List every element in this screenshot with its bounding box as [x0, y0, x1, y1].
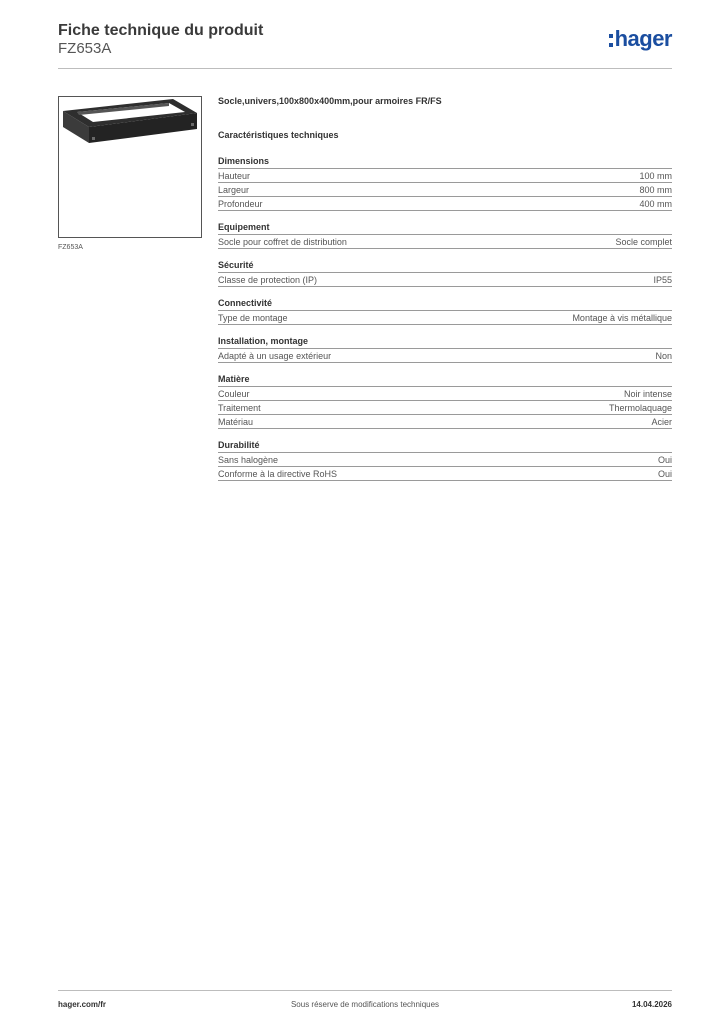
plinth-foot-left: [92, 137, 95, 140]
spec-value: Socle complet: [615, 237, 672, 247]
section-matiere: [218, 373, 672, 429]
spec-row: [218, 349, 672, 363]
section-dimensions: [218, 155, 672, 211]
page-header: [58, 20, 672, 69]
section-title: Connectivité: [218, 297, 672, 311]
product-image: [58, 96, 202, 238]
spec-label: Conforme à la directive RoHS: [218, 469, 338, 479]
spec-label: Classe de protection (IP): [218, 275, 318, 285]
section-title: Matière: [218, 373, 672, 387]
spec-row: [218, 235, 672, 249]
spec-row: [218, 197, 672, 211]
hager-logo: [609, 26, 672, 52]
spec-row: [218, 169, 672, 183]
section-title: Equipement: [218, 221, 672, 235]
page-title: Fiche technique du produit: [58, 22, 264, 39]
spec-value: Montage à vis métallique: [572, 313, 672, 323]
spec-value: Acier: [651, 417, 672, 427]
plinth-foot-right: [191, 123, 194, 126]
section-title: Sécurité: [218, 259, 672, 273]
plinth-illustration: [59, 97, 201, 237]
spec-label: Type de montage: [218, 313, 288, 323]
spec-value: Non: [655, 351, 672, 361]
spec-value: Oui: [657, 455, 672, 465]
spec-row: [218, 467, 672, 481]
section-title: Installation, montage: [218, 335, 672, 349]
spec-row: [218, 453, 672, 467]
spec-label: Traitement: [218, 403, 261, 413]
footer-disclaimer: Sous réserve de modifications techniques: [290, 1000, 440, 1009]
spec-value: 400 mm: [639, 199, 672, 209]
image-caption: FZ653A: [58, 244, 83, 251]
section-connectivite: [218, 297, 672, 325]
spec-label: Adapté à un usage extérieur: [218, 351, 332, 361]
spec-label: Hauteur: [218, 171, 251, 181]
spec-label: Couleur: [218, 389, 250, 399]
spec-value: 100 mm: [639, 171, 672, 181]
spec-row: [218, 183, 672, 197]
spec-row: [218, 401, 672, 415]
footer-date: 14.04.2026: [631, 1000, 672, 1009]
spec-row: [218, 311, 672, 325]
website-link[interactable]: hager.com/fr: [58, 1000, 107, 1009]
spec-label: Sans halogène: [218, 455, 279, 465]
characteristics-title: Caractéristiques techniques: [218, 130, 339, 140]
section-title: Durabilité: [218, 439, 672, 453]
spec-value: 800 mm: [639, 185, 672, 195]
spec-value: IP55: [653, 275, 672, 285]
spec-row: [218, 273, 672, 287]
product-reference: FZ653A: [58, 40, 112, 57]
spec-value: Noir intense: [623, 389, 672, 399]
spec-label: Largeur: [218, 185, 250, 195]
section-securite: [218, 259, 672, 287]
section-durabilite: [218, 439, 672, 481]
logo-dots-icon: [609, 34, 613, 47]
page-footer: [58, 990, 672, 1015]
spec-row: [218, 415, 672, 429]
section-equipement: [218, 221, 672, 249]
logo-text: hager: [614, 26, 672, 51]
spec-value: Thermolaquage: [608, 403, 672, 413]
section-installation: [218, 335, 672, 363]
spec-label: Socle pour coffret de distribution: [218, 237, 347, 247]
spec-label: Profondeur: [218, 199, 263, 209]
section-title: Dimensions: [218, 155, 672, 169]
product-description: Socle,univers,100x800x400mm,pour armoires FR/FS: [218, 96, 442, 106]
spec-label: Matériau: [218, 417, 254, 427]
spec-value: Oui: [657, 469, 672, 479]
technical-content: [218, 96, 672, 491]
spec-row: [218, 387, 672, 401]
